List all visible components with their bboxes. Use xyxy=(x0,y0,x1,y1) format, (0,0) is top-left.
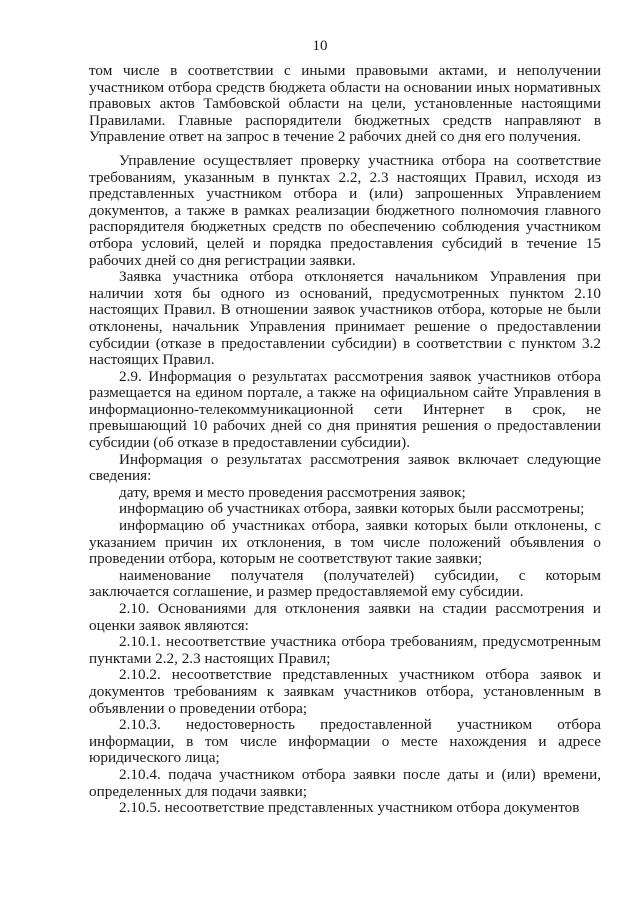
paragraph-2-10-4: 2.10.4. подача участником отбора заявки после даты и (или) времени, определенных для подачи заявки; xyxy=(89,765,601,800)
document-body xyxy=(89,63,601,817)
paragraph-rejection: Заявка участника отбора отклоняется начальником Управления при наличии хотя бы одного из оснований, предусмотренных пунктом 2.10 настоящих Правил. В отношении заявок участников отбора, которые не были отклонены, начальник Управления принимает решение о предоставлении субсидии (отказе в предоставлении субсидии) в соответствии с пунктом 3.2 настоящих Правил. xyxy=(89,268,601,369)
paragraph-2-10: 2.10. Основаниями для отклонения заявки на стадии рассмотрения и оценки заявок являются: xyxy=(89,600,601,634)
paragraph-2-10-5: 2.10.5. несоответствие представленных участником отбора документов xyxy=(119,799,580,817)
paragraph-2-10-2: 2.10.2. несоответствие представленных участником отбора заявок и документов требованиям к заявкам участников отбора, установленным в объявлении о проведении отбора; xyxy=(89,666,601,717)
paragraph-2-10-3: 2.10.3. недостоверность предоставленной участником отбора информации, в том числе информации о месте нахождения и адресе юридического лица; xyxy=(89,716,601,767)
list-item-reviewed: информацию об участниках отбора, заявки которых были рассмотрены; xyxy=(119,500,585,518)
list-item-date: дату, время и место проведения рассмотрения заявок; xyxy=(119,483,466,501)
page-number: 10 xyxy=(312,38,328,54)
paragraph-2-9: 2.9. Информация о результатах рассмотрения заявок участников отбора размещается на едином портале, а также на официальном сайте Управления в информационно-телекоммуникационной сети Интернет в срок, не превышающий 10 рабочих дней со дня принятия решения о предоставлении субсидии (об отказе в предоставлении субсидии). xyxy=(89,367,601,452)
list-item-rejected: информацию об участниках отбора, заявки которых были отклонены, с указанием причин их отклонения, в том числе положений объявления о проведении отбора, которым не соответствуют такие заявки; xyxy=(89,517,601,568)
paragraph-2-10-1: 2.10.1. несоответствие участника отбора требованиям, предусмотренным пунктами 2.2, 2.3 настоящих Правил; xyxy=(89,633,601,667)
list-item-recipient: наименование получателя (получателей) субсидии, с которым заключается соглашение, и размер предоставляемой ему субсидии. xyxy=(89,566,601,601)
paragraph-verification: Управление осуществляет проверку участника отбора на соответствие требованиям, указанным в пунктах 2.2, 2.3 настоящих Правил, исходя из представленных участником отбора и (или) запрошенных Управлением документов, а также в рамках реализации бюджетного полномочия главного распорядителя бюджетных средств по обеспечению соблюдения участником отбора условий, целей и порядка предоставления субсидий в течение 15 рабочих дней со дня регистрации заявки. xyxy=(89,151,601,269)
paragraph-info-includes: Информация о результатах рассмотрения заявок включает следующие сведения: xyxy=(89,450,601,485)
paragraph-continuation: том числе в соответствии с иными правовыми актами, и неполучении участником отбора средств бюджета области на основании иных нормативных правовых актов Тамбовской области на цели, установленные настоящими Правилами. Главные распорядители бюджетных средств направляют в Управление ответ на запрос в течение 2 рабочих дней со дня его получения. xyxy=(89,62,601,146)
